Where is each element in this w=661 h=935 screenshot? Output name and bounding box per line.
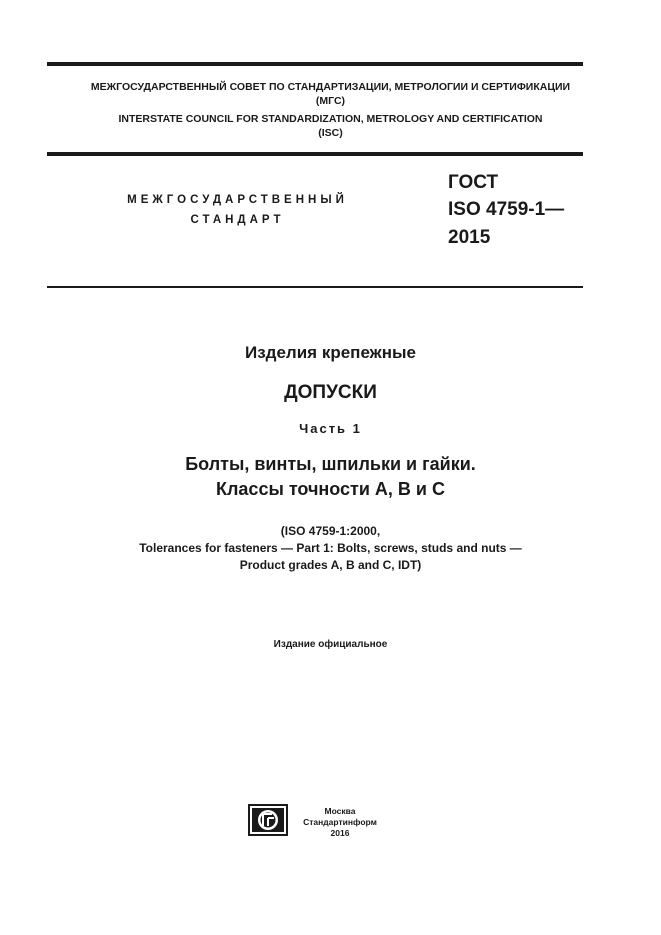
council-en: INTERSTATE COUNCIL FOR STANDARDIZATION, METROLOGY AND CERTIFICATION <box>118 113 543 125</box>
standartinform-logo-icon <box>248 804 288 836</box>
designation-line3: 2015 <box>448 227 491 248</box>
title-main: ДОПУСКИ <box>284 382 377 403</box>
international-line2: Tolerances for fasteners — Part 1: Bolts, screws, studs and nuts — <box>139 541 522 555</box>
edition-label: Издание официальное <box>273 639 388 650</box>
council-en-abbr: (ISC) <box>318 127 343 139</box>
middle-rule <box>47 152 583 156</box>
council-ru: МЕЖГОСУДАРСТВЕННЫЙ СОВЕТ ПО СТАНДАРТИЗАЦИИ, МЕТРОЛОГИИ И СЕРТИФИКАЦИИ <box>90 81 571 93</box>
standard-type-line2: СТАНДАРТ <box>190 214 285 226</box>
title-part: Часть 1 <box>299 421 362 436</box>
top-rule <box>47 62 583 66</box>
council-ru-abbr: (МГС) <box>315 95 346 107</box>
lower-rule <box>47 286 583 288</box>
title-group: Изделия крепежные <box>245 343 416 362</box>
publisher-city: Москва <box>324 806 356 816</box>
designation-line1: ГОСТ <box>448 172 499 193</box>
designation-line2: ISO 4759-1— <box>448 199 565 220</box>
international-line1: (ISO 4759-1:2000, <box>280 524 381 538</box>
publisher-block <box>292 806 388 839</box>
international-line3: Product grades A, B and C, IDT) <box>239 558 422 572</box>
subtitle-line2: Классы точности А, В и С <box>216 479 445 499</box>
subtitle-line1: Болты, винты, шпильки и гайки. <box>185 454 476 474</box>
publisher-name: Стандартинформ <box>303 817 377 827</box>
standard-type-line1: МЕЖГОСУДАРСТВЕННЫЙ <box>127 194 348 206</box>
publisher-year: 2016 <box>330 828 350 838</box>
